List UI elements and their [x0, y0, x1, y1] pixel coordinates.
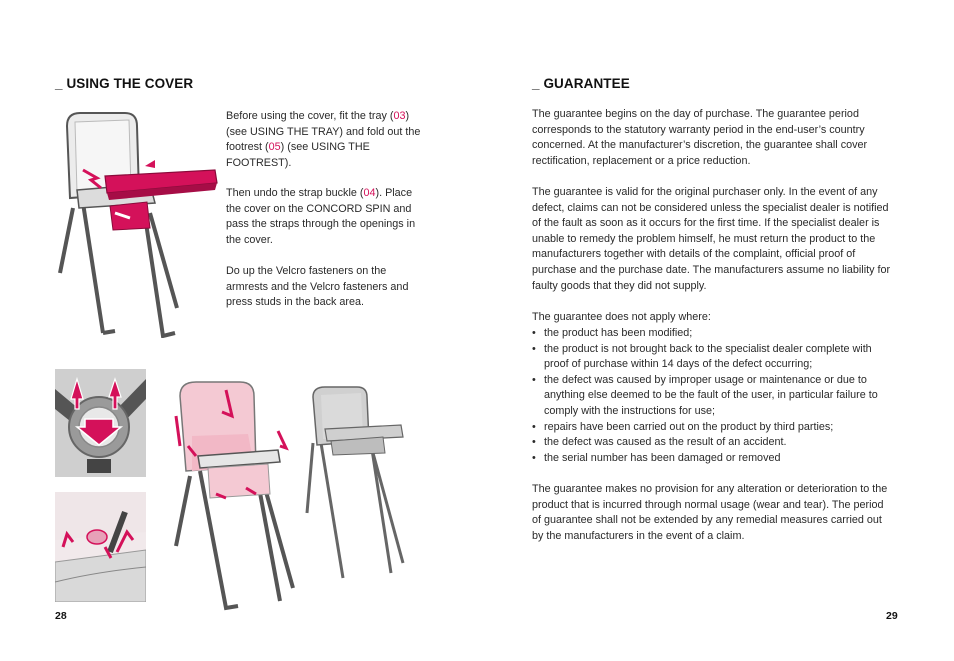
heading-guarantee: _ GUARANTEE	[532, 76, 630, 91]
highchair-covered-icon	[303, 383, 409, 583]
cover-fitting-icon	[168, 376, 300, 612]
list-item: • repairs have been carried out on the product by third parties;	[532, 420, 894, 436]
page-number-left: 28	[55, 610, 67, 622]
heading-using-the-cover: _ USING THE COVER	[55, 76, 194, 91]
ref-tray-link[interactable]: 03	[393, 110, 406, 122]
list-item: • the serial number has been damaged or removed	[532, 451, 894, 467]
page-number-right: 29	[886, 610, 898, 622]
cover-instructions-para1: Before using the cover, fit the tray (03) (see USING THE TRAY) and fold out the footrest (05) (see USING THE FOOTREST).	[226, 110, 421, 169]
strap-closeup-icon	[55, 492, 146, 602]
guarantee-exclusions-list	[532, 326, 894, 466]
list-item: • the product is not brought back to the specialist dealer complete with proof of purchase within 14 days of the defect occurring;	[532, 342, 894, 373]
cover-instructions-para2: Then undo the strap buckle (04). Place the cover on the CONCORD SPIN and pass the straps through the openings in the cover.	[226, 187, 416, 246]
guarantee-para4: The guarantee makes no provision for any alteration or deterioration to the product that is incurred through normal usage (wear and tear). The period of guarantee shall not be extended by any remedial measures carried out by the manufacturers in the event of a claim.	[532, 483, 888, 542]
list-item: • the defect was caused as the result of an accident.	[532, 435, 894, 451]
highchair-with-tray-icon	[55, 108, 220, 338]
ref-buckle-link[interactable]: 04	[363, 187, 376, 199]
list-item: • the product has been modified;	[532, 326, 894, 342]
ref-footrest-link[interactable]: 05	[268, 141, 281, 154]
guarantee-para2: The guarantee is valid for the original purchaser only. In the event of any defect, claims can not be considered unless the specialist dealer is notified of the fault as soon as it occurs for the first time. If the specialist dealer is unable to remedy the problem himself, he must return the product to the manufacturers together with details of the complaint, official proof of purchase and the purchase date. The manufacturers assume no liability for faulty goods that they did not supply.	[532, 186, 891, 292]
guarantee-exclusions-intro: The guarantee does not apply where:	[532, 311, 711, 323]
cover-instructions-para3: Do up the Velcro fasteners on the armrests and the Velcro fasteners and press studs in the back area.	[226, 265, 409, 309]
guarantee-para1: The guarantee begins on the day of purchase. The guarantee period corresponds to the statutory warranty period in the end-user’s country concerned. At the manufacturer’s discretion, the guarantee shall cover rectification, replacement or a price reduction.	[532, 108, 868, 167]
buckle-closeup-icon	[55, 369, 146, 477]
list-item: • the defect was caused by improper usage or maintenance or due to anything else deemed to be the fault of the user, in particular failure to comply with the instructions for use;	[532, 373, 894, 420]
